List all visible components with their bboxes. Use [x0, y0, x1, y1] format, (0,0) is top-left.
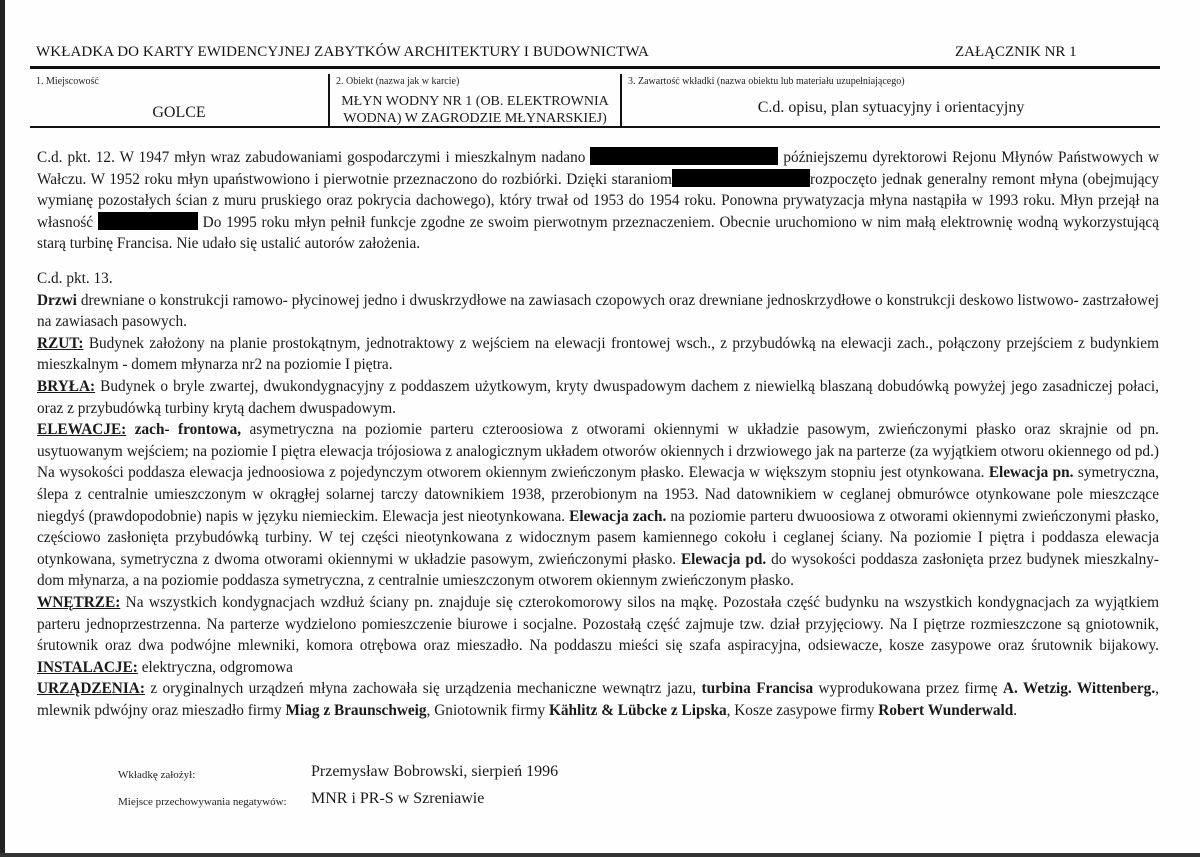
- scan-edge-left: [0, 0, 5, 857]
- equipment-text: , Gniotownik firmy: [426, 701, 549, 719]
- elevation-north-label: Elewacja pn.: [984, 464, 1074, 482]
- elevations-label: ELEWACJE:: [37, 421, 127, 439]
- massing-text: Budynek o bryle zwartej, dwukondygnacyjny z poddaszem użytkowym, kryty dwuspadowym dachem z niewielką blaszaną dobudówką powyżej jego zasadniczej połaci, oraz z przybudówką turbiny krytą dachem dwuspadowym.: [37, 377, 1159, 417]
- equipment-label: URZĄDZENIA:: [37, 680, 145, 698]
- equipment-maker-wetzig: A. Wetzig. Wittenberg.: [1002, 680, 1156, 698]
- plan-label: RZUT:: [37, 334, 84, 352]
- plan-paragraph: [37, 333, 1159, 376]
- header-rule: [30, 66, 1160, 69]
- founded-by-label: Wkładkę założył:: [118, 769, 196, 781]
- plan-text: Budynek założony na planie prostokątnym, jednotraktowy z wejściem na elewacji frontowej wsch., z przybudówką na elewacji zach., połączony przejściem z budynkiem mieszkalnym - domem młynarza nr2 na poziomie I piętra.: [37, 334, 1159, 374]
- elevation-front-text: asymetryczna na poziomie parteru czteroosiowa z otworami okiennymi w układzie pasowym, zwieńczonymi płasko oraz skrajnie od pn. usytuowanym wejściem; na poziomie I piętra elewacja trójosiowa z analogicznym układem otworów okiennych i drzwiowego jak na parterze (za wyjątkiem otworu okiennego od pd.) Na wysokości poddasza elewacja jednoosiowa z pojedynczym otworem okiennym zwieńczonym płasko. Elewacja w większym stopniu jest otynkowana.: [37, 421, 1159, 482]
- interior-paragraph: [37, 592, 1159, 678]
- redaction-bar: [672, 169, 810, 187]
- founded-by-value: Przemysław Bobrowski, sierpień 1996: [311, 763, 559, 780]
- document-title: WKŁADKA DO KARTY EWIDENCYJNEJ ZABYTKÓW ARCHITEKTURY I BUDOWNICTWA: [36, 44, 649, 60]
- p12-text-1: C.d. pkt. 12. W 1947 młyn wraz zabudowaniami gospodarczymi i mieszkalnym nadano: [37, 149, 586, 166]
- equipment-text: , Kosze zasypowe firmy: [726, 701, 879, 719]
- elevation-south-text: do wysokości poddasza zasłonięta przez budynek mieszkalny- dom młynarza, a na poziomie poddasza symetryczna, z centralnie umieszczonym otworem okiennym zwieńczonym płasko.: [37, 550, 1159, 590]
- p12-text-2: późniejszemu dyrektorowi Rejonu Młynów Państwowych w Wałczu. W 1952 roku młyn upaństwowiono i pierwotnie przeznaczono do rozbiórki. Dzięki staraniom: [37, 149, 1159, 188]
- elevation-south-label: Elewacja pd.: [676, 550, 767, 568]
- equipment-text: , mlewnik pdwójny oraz mieszadło firmy: [37, 680, 1159, 719]
- redaction-bar: [590, 147, 778, 165]
- section-point-13: [37, 268, 1159, 721]
- interior-text: Na wszystkich kondygnacjach wzdłuż ściany pn. znajduje się czterokomorowy silos na mąkę. Pozostała część budynku na wszystkich kondygnacjach za wyjątkiem parteru jednoprzestrzenna. Na parterze wydzielono pomieszczenie biurowe i socjalne. Pozostałą część zajmuje tzw. dział przyjęciowy. Na I piętrze rozmieszczone są gniotownik, śrutownik oraz dwa podwójne mlewniki, komora otrębowa oraz mieszadło. Na poddaszu mieści się szafa aspiracyjna, odsiewacze, kosze zasypowe oraz śrutownik bijakowy.: [37, 593, 1159, 655]
- installations-text: elektryczna, odgromowa: [137, 658, 293, 676]
- massing-paragraph: [37, 376, 1159, 419]
- field-locality-label: 1. Miejscowość: [36, 76, 99, 87]
- scan-edge-bottom: [0, 853, 1200, 857]
- negatives-storage-label: Miejsce przechowywania negatywów:: [118, 796, 287, 808]
- field-locality-value: GOLCE: [152, 104, 206, 121]
- field-object: [330, 74, 622, 126]
- equipment-text: wyprodukowana przez firmę: [813, 680, 1003, 698]
- section-point-12: [37, 147, 1159, 255]
- doors-paragraph: [37, 290, 1159, 333]
- fields-rule: [30, 126, 1160, 128]
- doors-text: drewniane o konstrukcji ramowo- płycinowej jedno i dwuskrzydłowe na zawiasach czopowych oraz drewniane jednoskrzydłowe o konstrukcji deskowo listwowo- zastrzałowej na zawiasach pasowych.: [37, 291, 1159, 331]
- equipment-paragraph: [37, 678, 1159, 721]
- field-contents-label: 3. Zawartość wkładki (nazwa obiektu lub materiału uzupełniającego): [628, 76, 905, 87]
- equipment-text: .: [1013, 701, 1018, 719]
- elevations-paragraph: [37, 419, 1159, 592]
- elevation-west-label: Elewacja zach.: [565, 507, 667, 525]
- equipment-text: z oryginalnych urządzeń młyna zachowała się urządzenia mechaniczne wewnątrz jazu,: [144, 680, 702, 698]
- doors-label: Drzwi: [37, 291, 77, 309]
- interior-label: WNĘTRZE:: [37, 593, 121, 611]
- p12-text-4: Do 1995 roku młyn pełnił funkcje zgodne ze swoim pierwotnym przeznaczeniem. Obecnie uruchomiono w nim małą elektrownię wodną wykorzystującą starą turbinę Francisa. Nie udało się ustalić autorów założenia.: [37, 213, 1159, 253]
- elevation-west-text: na poziomie parteru dwuoosiowa z otworami okiennymi zwieńczonymi płasko, częściowo zasłonięta przybudówką turbiny. W tej części nieotynkowana z widocznym pasem kamiennego cokołu i ceglanej ściany. Na poziomie I piętra i poddasza elewacja otynkowana, symetryczna z dwoma otworami okiennymi w układzie pasowym, zwieńczonymi płasko.: [37, 507, 1159, 568]
- equipment-maker-miag: Miag z Braunschweig: [285, 701, 427, 719]
- redaction-bar: [98, 212, 198, 230]
- field-contents: [622, 74, 1160, 126]
- equipment-maker-wunderwald: Robert Wunderwald: [878, 701, 1014, 719]
- negatives-storage-value: MNR i PR-S w Szreniawie: [311, 790, 485, 807]
- equipment-maker-kahlitz: Kählitz & Lübcke z Lipska: [548, 701, 727, 719]
- attachment-number: ZAŁĄCZNIK NR 1: [955, 44, 1077, 60]
- massing-label: BRYŁA:: [37, 377, 96, 395]
- p13-heading: C.d. pkt. 13.: [37, 270, 113, 287]
- field-object-label: 2. Obiekt (nazwa jak w karcie): [336, 76, 460, 87]
- p12-text-3: rozpoczęto jednak generalny remont młyna (obejmujący wymianę pozostałych ścian z muru pruskiego oraz pokrycia dachowego), który trwał od 1953 do 1954 roku. Ponowna prywatyzacja młyna nastąpiła w 1993 roku. Młyn przejął na własność: [37, 170, 1159, 231]
- elevation-front-label: zach- frontowa,: [126, 421, 242, 439]
- elevation-north-text: symetryczna, ślepa z centralnie umieszczonym w okrągłej solarnej tarczy datownikiem 1938, przerobionym na 1953. Nad datownikiem w ceglanej obmurówce otynkowane pole mieszczące niegdyś (prawdopodobnie) napis w języku niemieckim. Elewacja jest nieotynkowana.: [37, 464, 1159, 525]
- equipment-turbine: turbina Francisa: [701, 680, 814, 698]
- field-locality: [30, 74, 330, 126]
- installations-label: INSTALACJE:: [37, 658, 138, 676]
- field-contents-value: C.d. opisu, plan sytuacyjny i orientacyjny: [757, 99, 1025, 116]
- field-object-value: MŁYN WODNY NR 1 (OB. ELEKTROWNIA WODNA) W ZAGRODZIE MŁYNARSKIEJ): [341, 94, 609, 126]
